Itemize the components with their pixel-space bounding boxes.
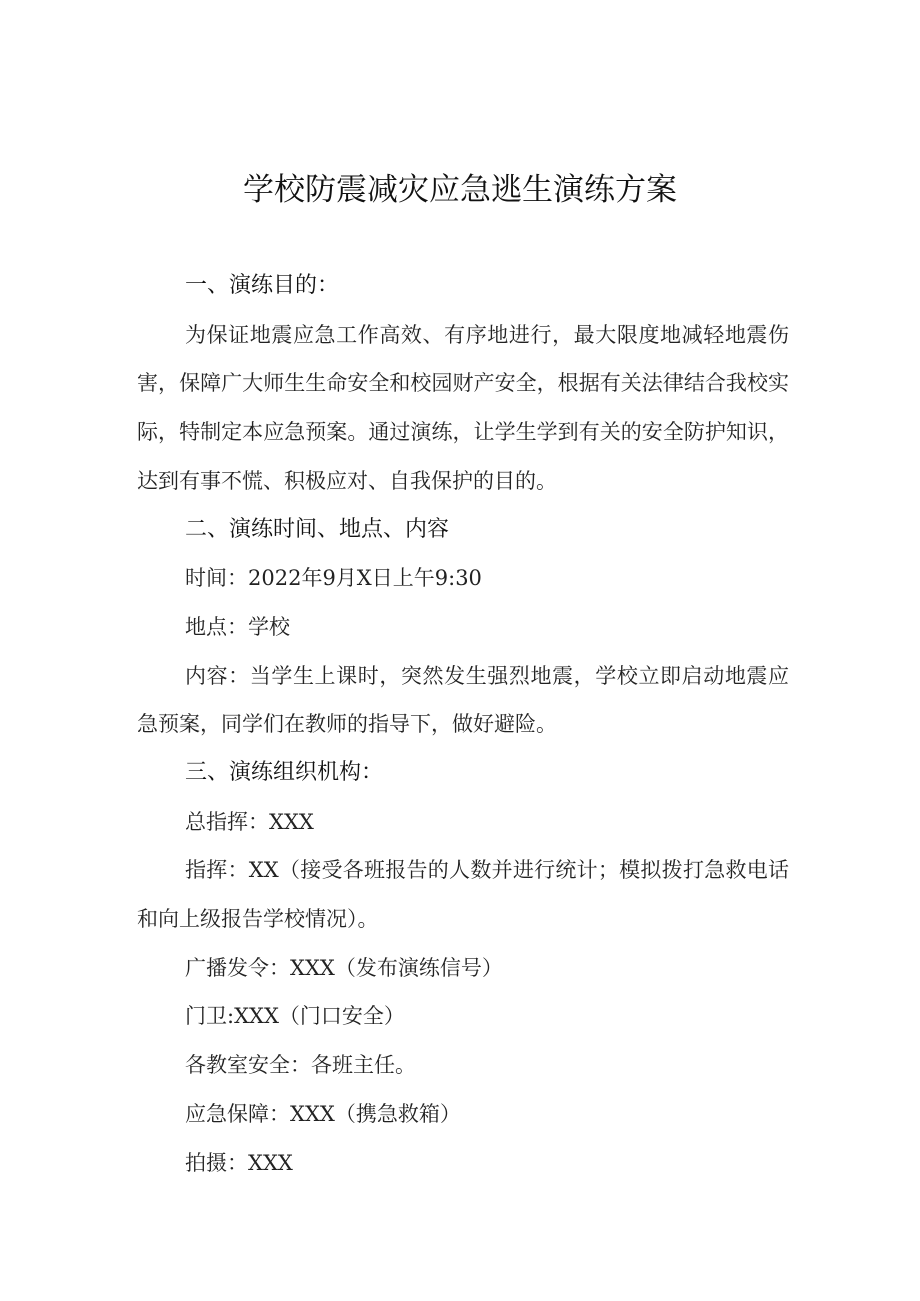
- drill-place: 地点：学校: [185, 614, 290, 639]
- section-2-heading: 二、演练时间、地点、内容: [185, 516, 450, 542]
- document-title: 学校防震减灾应急逃生演练方案: [243, 172, 677, 208]
- org-photography: 拍摄：XXX: [185, 1150, 293, 1175]
- document-body: [137, 262, 789, 1187]
- section-1-heading: 一、演练目的：: [185, 273, 340, 298]
- drill-content: 内容：当学生上课时，突然发生强烈地震，学校立即启动地震应急预案，同学们在教师的指导下，做好避险。: [137, 663, 789, 737]
- org-classroom-safety: 各教室安全：各班主任。: [185, 1053, 416, 1078]
- org-gatekeeper: 门卫:XXX（门口安全）: [185, 1004, 405, 1029]
- section-1-paragraph: 为保证地震应急工作高效、有序地进行，最大限度地减轻地震伤害，保障广大师生生命安全和校园财产安全，根据有关法律结合我校实际，特制定本应急预案。通过演练，让学生学到有关的安全防护知识，达到有事不慌、积极应对、自我保护的目的。: [137, 322, 789, 493]
- section-3-heading: 三、演练组织机构：: [185, 759, 384, 785]
- drill-time: 时间：2022年9月X日上午9:30: [185, 566, 482, 591]
- org-emergency-support: 应急保障：XXX（携急救箱）: [185, 1101, 461, 1126]
- org-commander: 指挥：XX（接受各班报告的人数并进行统计；模拟拨打急救电话和向上级报告学校情况）。: [137, 858, 789, 932]
- org-commander-in-chief: 总指挥：XXX: [185, 809, 314, 834]
- org-broadcast: 广播发令：XXX（发布演练信号）: [185, 955, 503, 980]
